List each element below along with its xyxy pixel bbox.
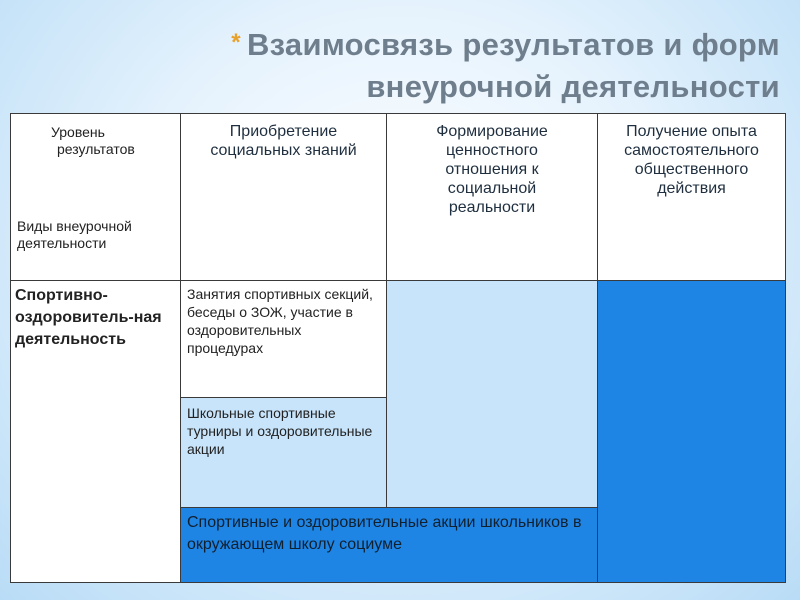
title-line-2: внеурочной деятельности (366, 69, 780, 104)
results-forms-table (10, 113, 786, 583)
activity-type-cell: Спортивно-оздоровитель-ная деятельность (10, 280, 181, 583)
corner-level-label-1: Уровень (51, 124, 105, 140)
title-line-1: * Взаимосвязь результатов и форм (190, 24, 780, 66)
header-level-1: Приобретение социальных знаний (180, 113, 387, 281)
corner-level-label-2: результатов (57, 141, 135, 157)
form-level-3-cell: Спортивные и оздоровительные акции школьников в окружающем школу социуме (180, 507, 598, 583)
bullet-star-icon: * (231, 29, 241, 56)
slide-title (190, 24, 780, 108)
header-level-3: Получение опыта самостоятельного общественного действия (597, 113, 786, 281)
header-level-2: Формирование ценностного отношения к социальной реальности (386, 113, 598, 281)
corner-kinds-label: Виды внеурочной деятельности (17, 218, 132, 251)
level3-fill-cell (597, 280, 786, 583)
level2-fill-cell (386, 280, 598, 508)
form-level-2-cell: Школьные спортивные турниры и оздоровительные акции (180, 397, 387, 508)
form-level-1-cell: Занятия спортивных секций, беседы о ЗОЖ, участие в оздоровительных процедурах (180, 280, 387, 398)
corner-header-cell (10, 113, 181, 281)
